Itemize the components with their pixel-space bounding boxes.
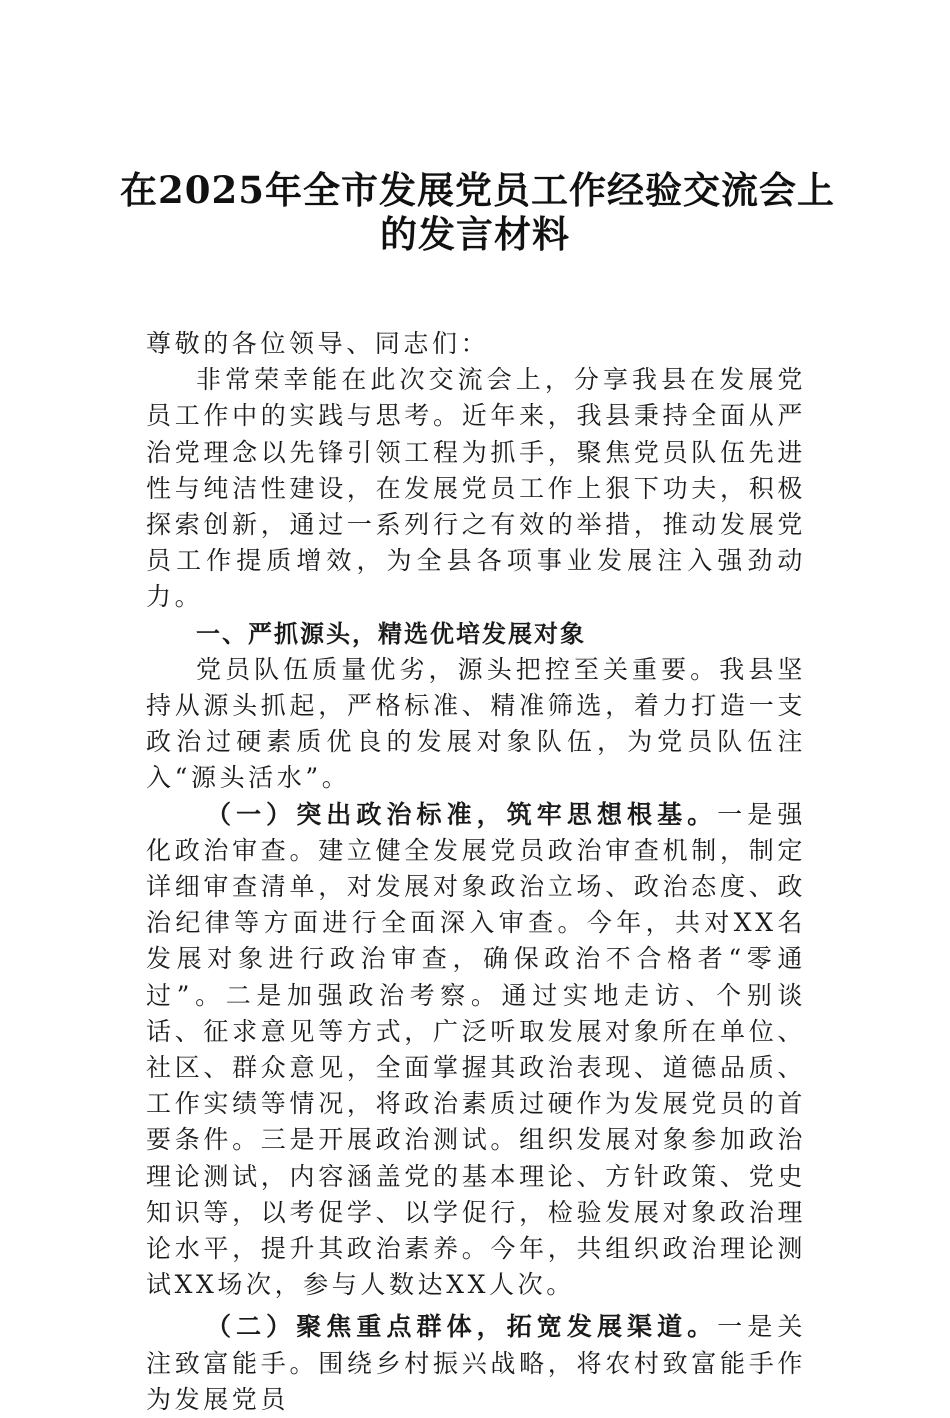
section-1-intro-paragraph: 党员队伍质量优劣，源头把控至关重要。我县坚持从源头抓起，严格标准、精准筛选，着力打造一支政治过硬素质优良的发展对象队伍，为党员队伍注入“源头活水”。 xyxy=(146,654,806,793)
subsection-1-heading: （一）突出政治标准，筑牢思想根基。 xyxy=(206,799,718,829)
document-body xyxy=(146,326,806,1418)
intro-paragraph: 非常荣幸能在此次交流会上，分享我县在发展党员工作中的实践与思考。近年来，我县秉持全面从严治党理念以先锋引领工程为抓手，聚焦党员队伍先进性与纯洁性建设，在发展党员工作上狠下功夫，积极探索创新，通过一系列行之有效的举措，推动发展党员工作提质增效，为全县各项事业发展注入强劲动力。 xyxy=(146,365,806,612)
section-1-heading: 一、严抓源头，精选优培发展对象 xyxy=(196,619,586,648)
subsection-1-paragraph xyxy=(146,797,806,1304)
document-title-line2: 的发言材料 xyxy=(380,212,570,256)
subsection-2-paragraph xyxy=(146,1309,806,1418)
document-title-line1: 在2025年全市发展党员工作经验交流会上 xyxy=(120,168,835,212)
salutation: 尊敬的各位领导、同志们： xyxy=(146,329,490,358)
subsection-2-text: 一是关注致富能手。围绕乡村振兴战略，将农村致富能手作为发展党员 xyxy=(146,1312,806,1414)
subsection-1-text: 一是强化政治审查。建立健全发展党员政治审查机制，制定详细审查清单，对发展对象政治立场、政治态度、政治纪律等方面进行全面深入审查。今年，共对XX名发展对象进行政治审查，确保政治不合格者“零通过”。二是加强政治考察。通过实地走访、个别谈话、征求意见等方式，广泛听取发展对象所在单位、社区、群众意见，全面掌握其政治表现、道德品质、工作实绩等情况，将政治素质过硬作为发展党员的首要条件。三是开展政治测试。组织发展对象参加政治理论测试，内容涵盖党的基本理论、方针政策、党史知识等，以考促学、以学促行，检验发展对象政治理论水平，提升其政治素养。今年，共组织政治理论测试XX场次，参与人数达XX人次。 xyxy=(146,799,806,1300)
subsection-2-heading: （二）聚焦重点群体，拓宽发展渠道。 xyxy=(206,1312,718,1342)
